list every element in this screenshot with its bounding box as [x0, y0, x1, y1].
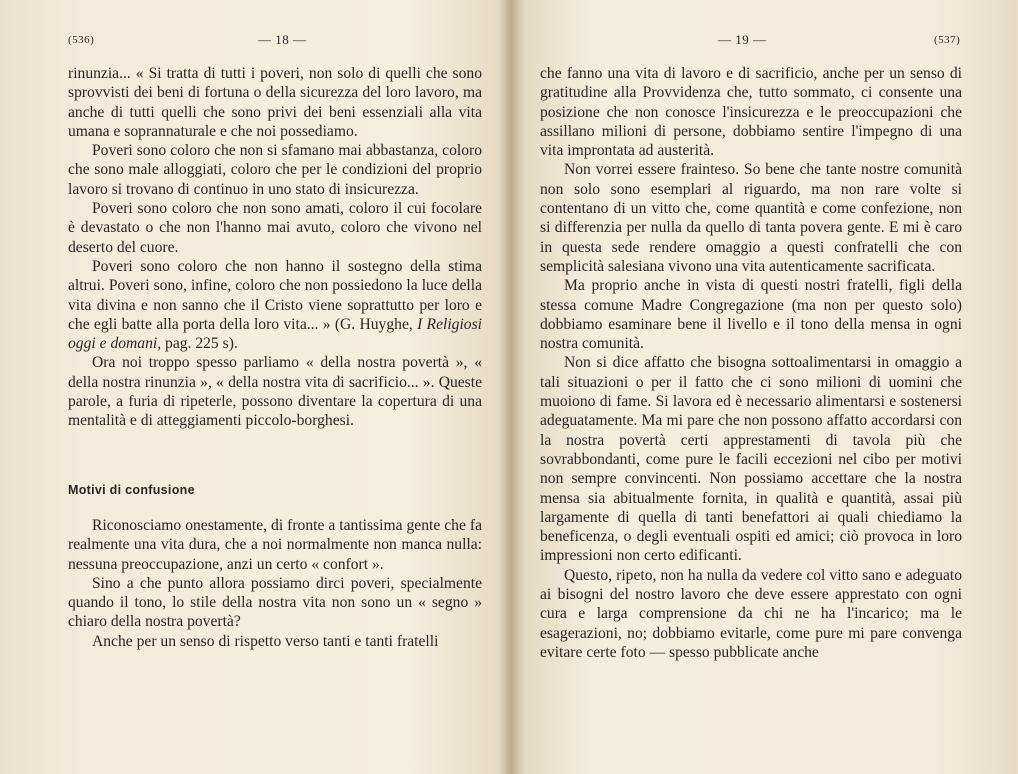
paragraph: Riconosciamo onestamente, di fronte a tantissima gente che fa realmente una vita dura, che a noi normalmente non manca nulla: nessuna preoccupazione, anzi un certo « confort ». [68, 517, 482, 573]
paragraph: Non vorrei essere frainteso. So bene che tante nostre comunità non solo sono esemplari al riguardo, ma non rare volte si contentano di un vitto che, come quantità e come confezione, non si differenzia per nulla da quello di tanta povera gente. E mi è caro in questa sede rendere omaggio a questi confratelli che con semplicità salesiana vivono una vita autenticamente sacrificata. [540, 161, 962, 275]
right-page [510, 0, 1018, 774]
paragraph: Ora noi troppo spesso parliamo « della nostra povertà », « della nostra rinunzia », « della nostra vita di sacrificio... ». Queste parole, a furia di ripeterle, possono diventare la copertura di una mentalità e di atteggiamenti piccolo-borghesi. [68, 354, 482, 430]
left-text-block-2 [68, 516, 482, 651]
paragraph: Poveri sono coloro che non sono amati, coloro il cui focolare è devastato o che non l'hanno mai avuto, coloro che vivono nel deserto del cuore. [68, 200, 482, 256]
paragraph: Anche per un senso di rispetto verso tanti e tanti fratelli [92, 632, 439, 650]
paragraph-text: Poveri sono coloro che non hanno il sostegno della stima altrui. Poveri sono, infine, coloro che non possiedono la luce della vita divina e non sanno che il Cristo viene soprattutto per loro e che egli batte alla porta della loro vita... » (G. Huyghe, [68, 257, 482, 333]
paragraph: rinunzia... « Si tratta di tutti i poveri, non solo di quelli che sono sprovvisti dei beni di fortuna o della sicurezza del loro lavoro, ma anche di tutti quelli che sono privi dei beni essenziali alla vita umana e soprannaturale e che noi possediamo. [68, 65, 482, 140]
right-page-number: — 19 — [718, 32, 767, 47]
paragraph: che fanno una vita di lavoro e di sacrificio, anche per un senso di gratitudine alla Provvidenza che, tutto sommato, ci consente una posizione che non conosce l'insicurezza e le preoccupazioni che assillano milioni di persone, dobbiamo sentire l'impegno di una vita improntata ad austerità. [540, 65, 962, 160]
paragraph: Ma proprio anche in vista di questi nostri fratelli, figli della stessa comune Madre Congregazione (ma non per questo solo) dobbiamo esaminare bene il livello e il tono della mensa in ogni nostra comunità. [540, 277, 962, 353]
paragraph: Sino a che punto allora possiamo dirci poveri, specialmente quando il tono, lo stile della nostra vita non sono un « segno » chiaro della nostra povertà? [68, 574, 482, 631]
paragraph [68, 257, 482, 353]
right-page-ref-number: (537) [934, 34, 961, 46]
citation-title: I Religiosi oggi e domani, [68, 315, 482, 353]
left-page-ref-number: (536) [68, 34, 95, 46]
paragraph: Poveri sono coloro che non si sfamano mai abbastanza, coloro che sono male alloggiati, coloro che per le condizioni del proprio lavoro si trovano di continuo in uno stato di insicurezza. [68, 142, 482, 198]
left-text-block-1 [68, 64, 482, 431]
paragraph: Questo, ripeto, non ha nulla da vedere col vitto sano e adeguato ai bisogni del nostro lavoro che deve essere apprestato con ogni cura e larga comprensione da chi ne ha l'incarico; ma le esagerazioni, no; dobbiamo evitarle, come pure mi pare convenga evitare certe foto — spesso pubblicate anche [540, 566, 962, 661]
citation-page: pag. 225 s). [161, 335, 238, 353]
paragraph: Non si dice affatto che bisogna sottoalimentarsi in omaggio a tali situazioni o per il fatto che ci sono milioni di uomini che muoiono di fame. Si lavora ed è necessario alimentarsi e sostenersi adeguatamente. Ma mi pare che non possono affatto accordarsi con la nostra povertà certi apprestamenti di tavola più che sovrabbondanti, come pure le facili eccezioni nel cibo per motivi non sempre convincenti. Non possiamo accettare che la nostra mensa sia abitualmente fornita, in qualità e quantità, assai più largamente di quella di tanti benefattori ai quali chiediamo la beneficenza, o degli eventuali ospiti ed amici; ciò provoca in loro impressioni non certo edificanti. [540, 354, 962, 565]
right-text-block [540, 64, 962, 662]
left-page-number: — 18 — [258, 32, 307, 47]
section-heading: Motivi di confusione [68, 483, 195, 497]
